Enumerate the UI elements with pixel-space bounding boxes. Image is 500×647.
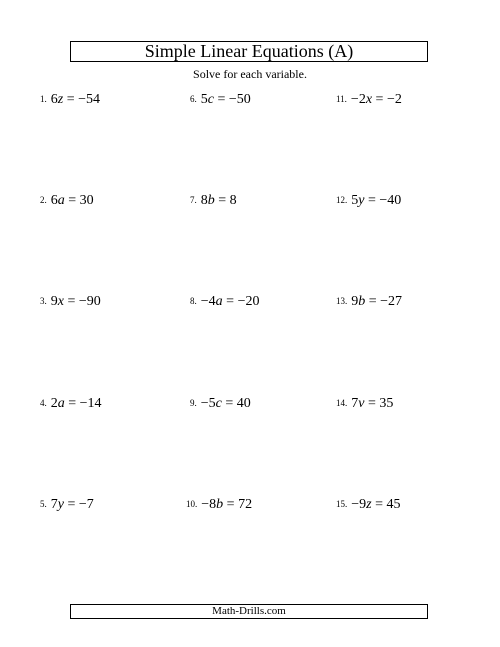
coefficient: 5 [351, 193, 359, 208]
problem-number: 9. [190, 398, 197, 408]
problem-item [40, 395, 102, 412]
equation: 8b = 8 [200, 193, 237, 208]
equation: 5y = −40 [351, 193, 402, 208]
coefficient: −4 [200, 294, 216, 309]
coefficient: −2 [350, 92, 366, 107]
variable: b [358, 294, 366, 309]
problem-item [190, 91, 251, 108]
problem-number: 2. [40, 195, 47, 205]
right-hand-side: −2 [386, 92, 402, 107]
right-hand-side: −40 [379, 193, 402, 208]
variable: y [57, 497, 64, 512]
right-hand-side: −27 [380, 294, 403, 309]
problem-item [40, 496, 94, 513]
variable: a [215, 294, 223, 309]
equation: 6a = 30 [50, 193, 94, 208]
right-hand-side: −54 [78, 92, 101, 107]
right-hand-side: 30 [79, 193, 94, 208]
problem-item [40, 91, 100, 108]
problem-item [336, 293, 402, 310]
equation: 2a = −14 [50, 396, 102, 411]
variable: c [207, 92, 214, 107]
equation: 9b = −27 [351, 294, 403, 309]
right-hand-side: 8 [229, 193, 237, 208]
right-hand-side: 72 [238, 497, 253, 512]
variable: b [207, 193, 215, 208]
problem-item [186, 496, 252, 513]
variable: x [57, 294, 64, 309]
problem-number: 14. [336, 398, 348, 408]
problem-number: 5. [40, 499, 47, 509]
problem-number: 15. [336, 499, 348, 509]
instructions: Solve for each variable. [193, 67, 307, 81]
coefficient: 7 [351, 396, 359, 411]
problem-number: 8. [190, 296, 197, 306]
equation: −4a = −20 [200, 294, 260, 309]
problem-item [336, 395, 393, 412]
variable: v [358, 396, 365, 411]
variable: a [57, 193, 65, 208]
problem-item [336, 91, 402, 108]
problem-item [336, 496, 401, 513]
variable: c [215, 396, 222, 411]
problem-item [40, 293, 101, 310]
problem-item [190, 192, 237, 209]
variable: a [57, 396, 65, 411]
right-hand-side: −14 [79, 396, 102, 411]
coefficient: 5 [200, 92, 208, 107]
right-hand-side: 45 [386, 497, 401, 512]
coefficient: 6 [50, 193, 58, 208]
problem-number: 12. [336, 195, 348, 205]
right-hand-side: 35 [379, 396, 394, 411]
page-title: Simple Linear Equations (A) [70, 41, 428, 62]
variable: z [57, 92, 64, 107]
problem-item [190, 293, 259, 310]
problem-number: 11. [336, 94, 347, 104]
equation: 7y = −7 [50, 497, 94, 512]
footer-site-name: Math-Drills.com [70, 604, 428, 619]
equation: −2x = −2 [350, 92, 402, 107]
equation: 7v = 35 [351, 396, 394, 411]
coefficient: 8 [200, 193, 208, 208]
coefficient: 9 [351, 294, 359, 309]
coefficient: −5 [200, 396, 216, 411]
coefficient: 9 [50, 294, 58, 309]
equation: 5c = −50 [200, 92, 251, 107]
right-hand-side: −90 [78, 294, 101, 309]
problem-item [190, 395, 251, 412]
equation: −9z = 45 [351, 497, 401, 512]
equation: −5c = 40 [200, 396, 251, 411]
coefficient: 2 [50, 396, 58, 411]
problem-number: 13. [336, 296, 348, 306]
problem-item [336, 192, 401, 209]
variable: z [366, 497, 372, 512]
problem-number: 7. [190, 195, 197, 205]
problem-number: 10. [186, 499, 198, 509]
right-hand-side: 40 [236, 396, 251, 411]
problem-item [40, 192, 94, 209]
problem-number: 3. [40, 296, 47, 306]
right-hand-side: −20 [237, 294, 260, 309]
equation: −8b = 72 [201, 497, 253, 512]
variable: y [358, 193, 365, 208]
variable: b [216, 497, 224, 512]
problem-number: 6. [190, 94, 197, 104]
problem-number: 4. [40, 398, 47, 408]
variable: x [365, 92, 373, 107]
equation: 9x = −90 [50, 294, 101, 309]
coefficient: 7 [50, 497, 58, 512]
coefficient: 6 [50, 92, 58, 107]
coefficient: −9 [351, 497, 367, 512]
coefficient: −8 [201, 497, 217, 512]
right-hand-side: −7 [78, 497, 94, 512]
equation: 6z = −54 [50, 92, 101, 107]
problem-number: 1. [40, 94, 47, 104]
right-hand-side: −50 [228, 92, 251, 107]
